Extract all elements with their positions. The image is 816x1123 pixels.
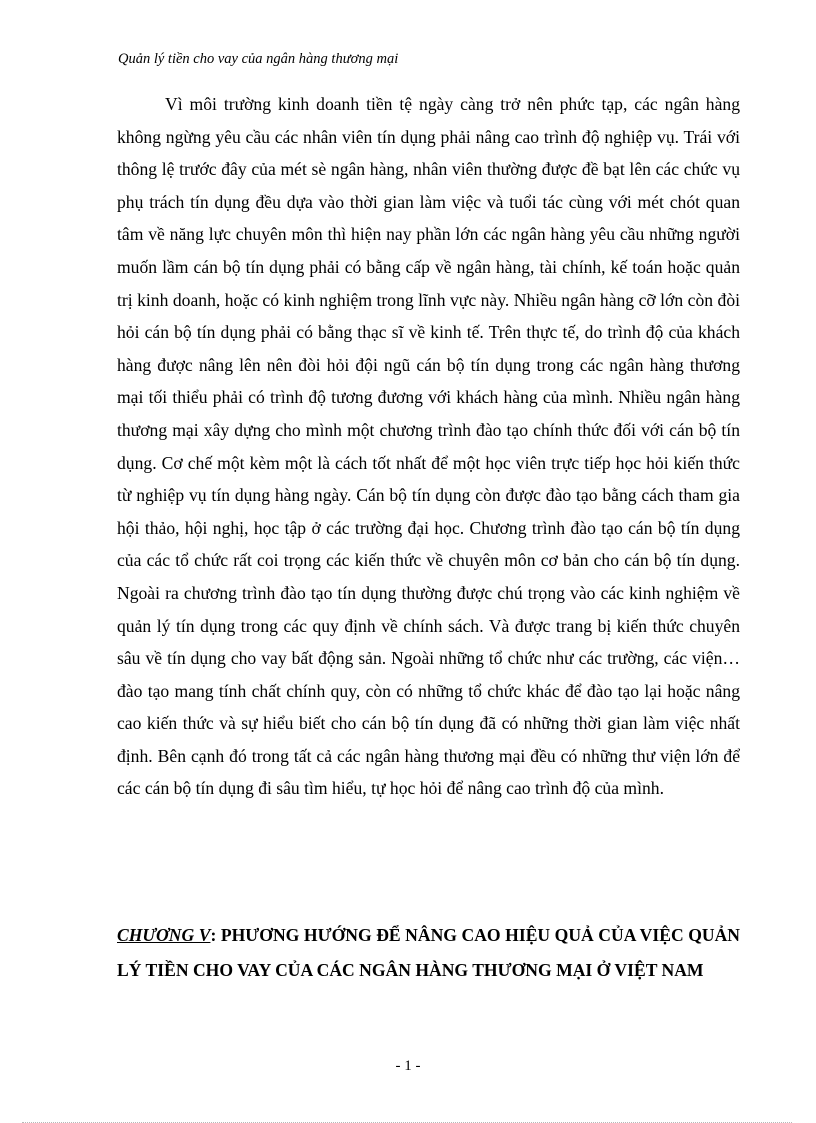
chapter-separator: : (210, 925, 221, 945)
page-number: - 1 - (395, 1058, 421, 1074)
running-header: Quản lý tiền cho vay của ngân hàng thương mại (118, 51, 399, 67)
chapter-title: PHƯƠNG HƯỚNG ĐỂ NÂNG CAO HIỆU QUẢ CỦA VIỆC QUẢN LÝ TIỀN CHO VAY CỦA CÁC NGÂN HÀNG THƯƠNG MẠI Ở VIỆT NAM (117, 925, 741, 980)
chapter-label: CHƯƠNG V (117, 925, 211, 945)
body-paragraph: Vì môi trường kinh doanh tiền tệ ngày càng trở nên phức tạp, các ngân hàng không ngừng yêu cầu các nhân viên tín dụng phải nâng cao trình độ nghiệp vụ. Trái với thông lệ trước đây của mét sè ngân hàng, nhân viên thường được đề bạt lên các chức vụ phụ trách tín dụng đều dựa vào thời gian làm việc và tuổi tác cùng với mét chót quan tâm về năng lực chuyên môn thì hiện nay phần lớn các ngân hàng yêu cầu những người muốn lầm cán bộ tín dụng phải có bằng cấp về ngân hàng, tài chính, kế toán hoặc quản trị kinh doanh, hoặc có kinh nghiệm trong lĩnh vực này. Nhiều ngân hàng cỡ lớn còn đòi hỏi cán bộ tín dụng phải có bằng thạc sĩ về kinh tế. Trên thực tế, do trình độ của khách hàng được nâng lên nên đòi hỏi đội ngũ cán bộ tín dụng trong các ngân hàng thương mại tối thiểu phải có trình độ tương đương với khách hàng của mình. Nhiều ngân hàng thương mại xây dựng cho mình một chương trình đào tạo chính thức đối với cán bộ tín dụng. Cơ chế một kèm một là cách tốt nhất để một học viên trực tiếp học hỏi kiến thức từ nghiệp vụ tín dụng hàng ngày. Cán bộ tín dụng còn được đào tạo bằng cách tham gia hội thảo, hội nghị, học tập ở các trường đại học. Chương trình đào tạo cán bộ tín dụng của các tổ chức rất coi trọng các kiến thức về chuyên môn cơ bản cho cán bộ tín dụng. Ngoài ra chương trình đào tạo tín dụng thường được chú trọng vào các kinh nghiệm về quản lý tín dụng trong các quy định về chính sách. Và được trang bị kiến thức chuyên sâu về tín dụng cho vay bất động sản. Ngoài những tổ chức như các trường, các viện… đào tạo mang tính chất chính quy, còn có những tổ chức khác để đào tạo lại hoặc nâng cao kiến thức và sự hiểu biết cho cán bộ tín dụng đã có những thời gian làm việc nhất định. Bên cạnh đó trong tất cả các ngân hàng thương mại đều có những thư viện lớn để các cán bộ tín dụng đi sâu tìm hiểu, tự học hỏi để nâng cao trình độ của mình. (117, 94, 740, 799)
chapter-heading (117, 918, 740, 988)
